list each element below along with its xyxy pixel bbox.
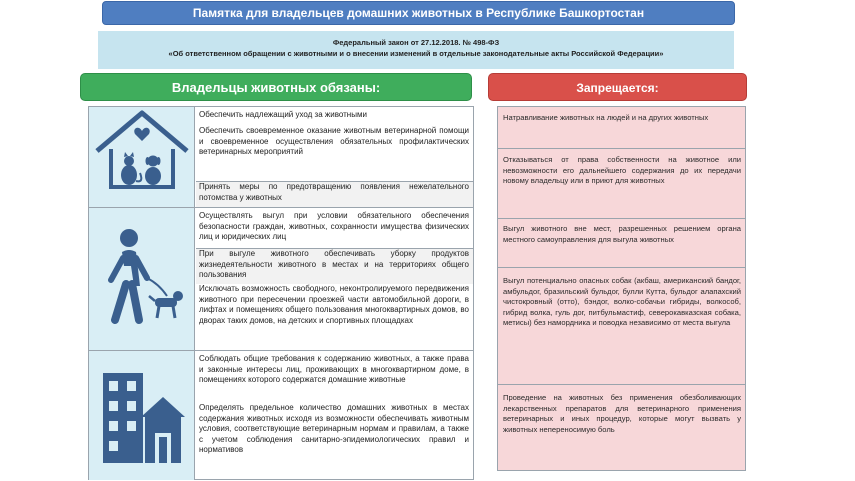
walking-section [89, 207, 473, 351]
obligation-item: Обеспечить надлежащий уход за животными [199, 110, 367, 119]
prohibitions-list [497, 106, 746, 471]
page-title: Памятка для владельцев домашних животных в Республике Башкортостан [102, 1, 735, 25]
housing-icon-cell [89, 351, 195, 480]
prohibitions-header: Запрещается: [488, 73, 747, 101]
care-icon-cell [89, 107, 195, 207]
obligation-item: Осуществлять выгул при условии обязательного обеспечения безопасности граждан, животных, сохранности имущества физических лиц и юридических лиц [199, 211, 469, 241]
obligation-item: При выгуле животного обеспечивать уборку продуктов жизнедеятельности животного в местах и на территориях общего пользования [196, 248, 473, 284]
housing-section [89, 350, 473, 480]
prohibition-item: Натравливание животных на людей и на других животных [503, 113, 709, 122]
apartment-building-icon [89, 351, 195, 480]
law-title: «Об ответственном обращении с животными и о внесении изменений в отдельные законодательные акты Российской Федерации» [168, 49, 664, 58]
care-section [89, 107, 473, 207]
law-number: Федеральный закон от 27.12.2018. № 498-ФЗ [332, 38, 500, 47]
prohibition-item: Выгул потенциально опасных собак (акбаш, американский бандог, амбульдог, бразильский бульдог, булли Кутта, бульдог алапахский чистокровный (отто), бэндог, волко-собачьи гибриды, волкособ, гибрид волка, гуль дог, питбульмастиф, северокавказская собака, метисы) без намордника и поводка независимо от места выгула [498, 267, 745, 384]
prohibition-item: Выгул животного вне мест, разрешенных решением органа местного самоуправления для выгула животных [498, 218, 745, 267]
prohibition-item: Отказываться от права собственности на животное или невозможности его дальнейшего содержания до их передачи новому владельцу или в приют для животных [498, 148, 745, 218]
obligation-item: Принять меры по предотвращению появления нежелательного потомства у животных [196, 181, 473, 207]
obligations-table [88, 106, 474, 480]
person-walking-dog-icon [89, 208, 195, 351]
obligation-item: Исключать возможность свободного, неконтролируемого передвижения животного при пересечении проезжей части автомобильной дороги, в лифтах и помещениях общего пользования многоквартирных домов, во дворах таких домов, на детских и спортивных площадках [199, 284, 469, 325]
law-reference [98, 31, 734, 69]
walking-icon-cell [89, 208, 195, 351]
obligation-item: Определять предельное количество домашних животных в местах содержания животных исходя из возможности обеспечивать животным условия, соответствующие ветеринарным нормам и правилам, а также с учетом соблюдения санитарно-эпидемиологических правил и нормативов [199, 403, 469, 454]
obligation-item: Обеспечить своевременное оказание животным ветеринарной помощи и своевременное осуществления обязательных профилактических ветеринарных мероприятий [199, 126, 469, 156]
prohibition-item: Проведение на животных без применения обезболивающих лекарственных препаратов для ветеринарного применения ветеринарных и иных процедур, которые могут вызвать у животных непереносимую боль [498, 384, 745, 470]
obligations-header: Владельцы животных обязаны: [80, 73, 472, 101]
obligation-item: Соблюдать общие требования к содержанию животных, а также права и законные интересы лиц, проживающих в многоквартирном доме, в помещениях которого содержатся домашние животные [199, 354, 469, 384]
house-pets-icon [89, 107, 195, 207]
